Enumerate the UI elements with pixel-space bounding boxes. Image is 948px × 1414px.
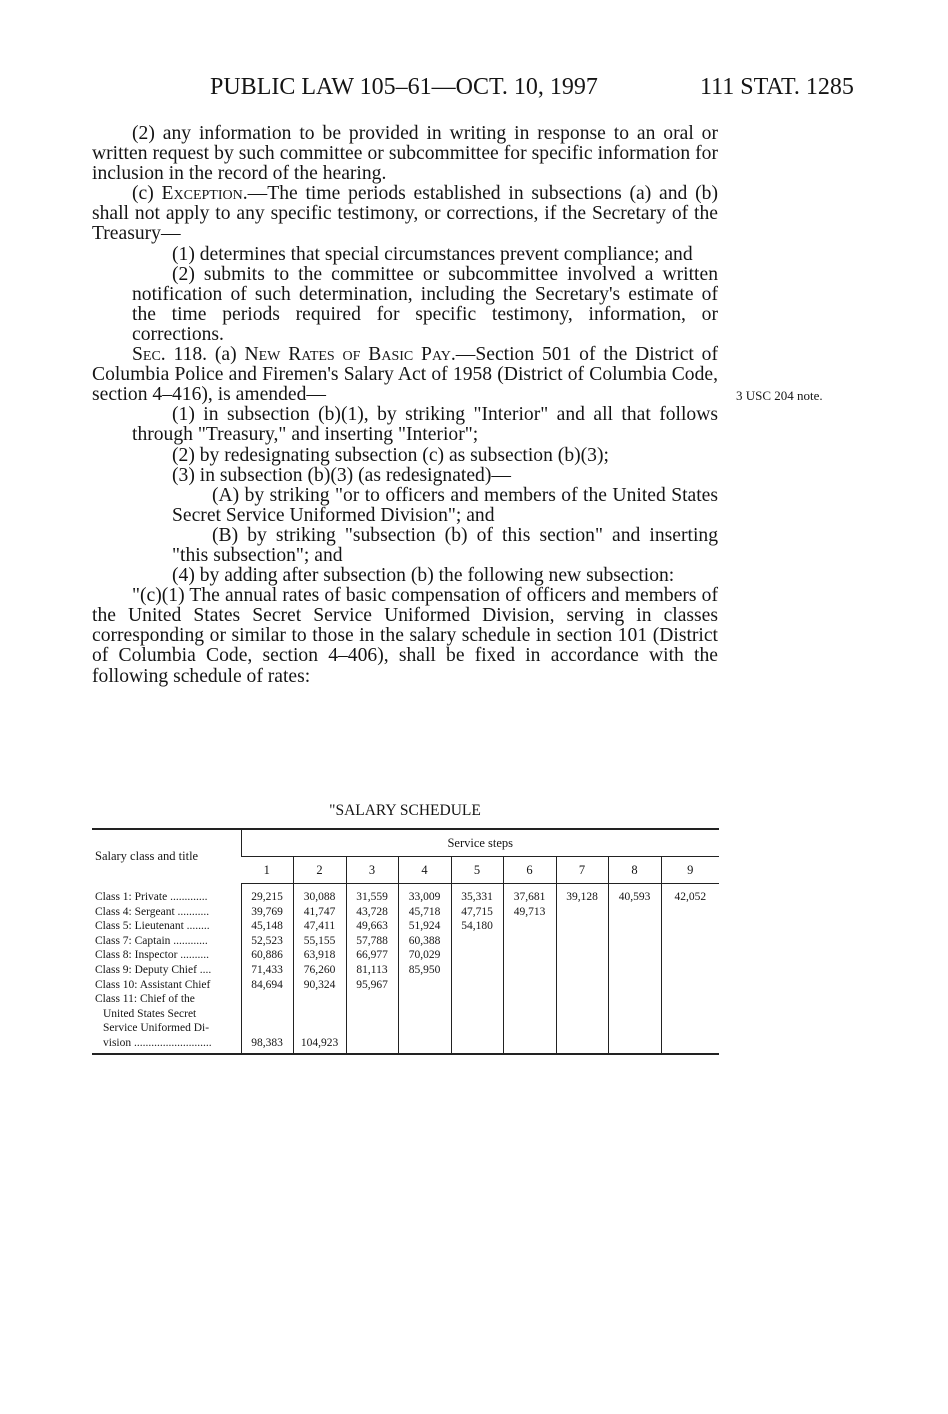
table-cell: 90,324 bbox=[293, 978, 346, 993]
table-cell bbox=[451, 934, 503, 949]
table-row bbox=[92, 978, 719, 993]
table-row bbox=[92, 963, 719, 978]
table-cell: 47,411 bbox=[293, 919, 346, 934]
table-cell bbox=[556, 978, 608, 993]
table-row bbox=[92, 934, 719, 949]
table-cell: 45,718 bbox=[398, 905, 451, 920]
table-cell: 70,029 bbox=[398, 948, 451, 963]
table-cell: 85,950 bbox=[398, 963, 451, 978]
row-label-line: Service Uniformed Di- bbox=[103, 1022, 210, 1035]
table-cell: 66,977 bbox=[346, 948, 398, 963]
paragraph-amend-2: (2) by redesignating subsection (c) as subsection (b)(3); bbox=[172, 444, 609, 466]
paragraph-determines: (1) determines that special circumstances prevent compliance; and bbox=[172, 243, 693, 265]
row-label: Class 5: Lieutenant ........ bbox=[95, 920, 210, 933]
salary-schedule-table bbox=[92, 828, 719, 1055]
step-header: 7 bbox=[556, 857, 608, 884]
table-cell bbox=[661, 948, 719, 963]
step-header: 5 bbox=[451, 857, 503, 884]
paragraph-submits: (2) submits to the committee or subcommittee involved a written notification of such determination, including the Secretary's estimate of the time periods required for specific testimony, information, or corrections. bbox=[132, 263, 718, 345]
table-cell: 49,663 bbox=[346, 919, 398, 934]
table-cell bbox=[608, 934, 661, 949]
table-cell: 39,128 bbox=[556, 884, 608, 905]
table-cell: 76,260 bbox=[293, 963, 346, 978]
column-header-service-steps: Service steps bbox=[241, 829, 719, 857]
paragraph-amend-3b: (B) by striking "subsection (b) of this section" and inserting "this subsection"; and bbox=[172, 524, 718, 566]
table-cell bbox=[556, 963, 608, 978]
margin-note: 3 USC 204 note. bbox=[736, 388, 823, 403]
table-cell: 42,052 bbox=[661, 884, 719, 905]
paragraph-exception bbox=[92, 184, 718, 244]
table-cell bbox=[661, 963, 719, 978]
table-cell bbox=[503, 919, 556, 934]
table-cell: 47,715 bbox=[451, 905, 503, 920]
table-cell bbox=[661, 992, 719, 1053]
table-cell bbox=[451, 963, 503, 978]
table-cell: 95,967 bbox=[346, 978, 398, 993]
table-cell bbox=[451, 992, 503, 1053]
table-cell bbox=[503, 963, 556, 978]
paragraph-amend-3: (3) in subsection (b)(3) (as redesignated)— bbox=[172, 464, 511, 486]
table-cell bbox=[556, 992, 608, 1053]
table-cell: 63,918 bbox=[293, 948, 346, 963]
table-cell bbox=[503, 948, 556, 963]
table-cell bbox=[608, 948, 661, 963]
table-cell bbox=[608, 992, 661, 1053]
table-cell: 104,923 bbox=[293, 992, 346, 1053]
row-label: Class 10: Assistant Chief bbox=[95, 978, 211, 991]
table-cell: 60,388 bbox=[398, 934, 451, 949]
exception-label: (c) bbox=[132, 183, 162, 205]
step-header: 8 bbox=[608, 857, 661, 884]
table-cell bbox=[398, 978, 451, 993]
exception-text: .—The time periods established in subsections (a) and (b) shall not apply to any specific testimony, or corrections, if the Secretary of the Treasury— bbox=[92, 183, 718, 245]
table-title: "SALARY SCHEDULE bbox=[329, 802, 481, 819]
section-heading: New Rates of Basic Pay bbox=[244, 344, 451, 366]
table-cell bbox=[608, 978, 661, 993]
table-row-class-11 bbox=[92, 992, 719, 1053]
table-cell bbox=[661, 919, 719, 934]
table-cell: 45,148 bbox=[241, 919, 293, 934]
table-cell bbox=[556, 905, 608, 920]
table-cell bbox=[503, 934, 556, 949]
row-label-line: Class 11: Chief of the bbox=[95, 993, 195, 1006]
running-header-left: PUBLIC LAW 105–61—OCT. 10, 1997 bbox=[210, 74, 598, 100]
step-header: 4 bbox=[398, 857, 451, 884]
table-cell: 54,180 bbox=[451, 919, 503, 934]
table-row bbox=[92, 905, 719, 920]
paragraph-written-information: (2) any information to be provided in writing in response to an oral or written request by such committee or subcommittee for specific information for inclusion in the record of the hearing. bbox=[92, 123, 718, 185]
step-header: 3 bbox=[346, 857, 398, 884]
table-cell bbox=[451, 978, 503, 993]
table-cell: 84,694 bbox=[241, 978, 293, 993]
table-cell bbox=[556, 919, 608, 934]
table-cell bbox=[661, 934, 719, 949]
table-row bbox=[92, 884, 719, 905]
row-label: Class 4: Sergeant ........... bbox=[95, 905, 210, 918]
table-cell: 41,747 bbox=[293, 905, 346, 920]
table-cell: 33,009 bbox=[398, 884, 451, 905]
step-header: 2 bbox=[293, 857, 346, 884]
row-label: Class 7: Captain ............ bbox=[95, 934, 208, 947]
table-cell: 37,681 bbox=[503, 884, 556, 905]
table-cell bbox=[661, 905, 719, 920]
table-cell bbox=[398, 992, 451, 1053]
column-header-class: Salary class and title bbox=[92, 829, 241, 884]
table-row bbox=[92, 948, 719, 963]
table-cell bbox=[346, 992, 398, 1053]
table-cell bbox=[556, 948, 608, 963]
row-label bbox=[92, 992, 241, 1053]
paragraph-amend-3a: (A) by striking "or to officers and members of the United States Secret Service Uniformed Division"; and bbox=[172, 484, 718, 526]
table-cell bbox=[556, 934, 608, 949]
exception-heading: Exception bbox=[161, 183, 243, 205]
table-cell: 31,559 bbox=[346, 884, 398, 905]
paragraph-section-118 bbox=[92, 345, 718, 405]
row-label: Class 9: Deputy Chief .... bbox=[95, 963, 212, 976]
table-cell: 39,769 bbox=[241, 905, 293, 920]
table-cell: 40,593 bbox=[608, 884, 661, 905]
table-cell bbox=[451, 948, 503, 963]
row-label-line: United States Secret bbox=[103, 1007, 197, 1020]
paragraph-amend-4: (4) by adding after subsection (b) the following new subsection: bbox=[172, 565, 675, 587]
step-header: 1 bbox=[241, 857, 293, 884]
table-cell bbox=[503, 992, 556, 1053]
section-abbrev: Sec bbox=[132, 344, 161, 366]
table-row bbox=[92, 919, 719, 934]
row-label-line: vision ........................... bbox=[103, 1036, 212, 1049]
table-cell: 57,788 bbox=[346, 934, 398, 949]
paragraph-amend-1: (1) in subsection (b)(1), by striking "Interior" and all that follows through "Treasury," and inserting "Interior"; bbox=[132, 404, 718, 446]
table-cell: 71,433 bbox=[241, 963, 293, 978]
table-cell: 51,924 bbox=[398, 919, 451, 934]
table-cell: 35,331 bbox=[451, 884, 503, 905]
row-label: Class 8: Inspector .......... bbox=[95, 949, 210, 962]
step-header: 6 bbox=[503, 857, 556, 884]
salary-schedule-body bbox=[92, 884, 719, 1054]
table-cell bbox=[661, 978, 719, 993]
paragraph-new-subsection: "(c)(1) The annual rates of basic compensation of officers and members of the United States Secret Service Uniformed Division, serving in classes corresponding or similar to those in the salary schedule in section 101 (District of Columbia Code, section 4–406), shall be fixed in accordance with the following schedule of rates: bbox=[92, 585, 718, 687]
table-cell: 52,523 bbox=[241, 934, 293, 949]
table-cell bbox=[503, 978, 556, 993]
row-label: Class 1: Private ............. bbox=[95, 891, 208, 903]
running-header-right: 111 STAT. 1285 bbox=[700, 74, 854, 100]
table-cell: 60,886 bbox=[241, 948, 293, 963]
table-cell: 98,383 bbox=[241, 992, 293, 1053]
body-text bbox=[92, 124, 718, 687]
table-cell bbox=[608, 905, 661, 920]
table-cell: 81,113 bbox=[346, 963, 398, 978]
table-cell: 43,728 bbox=[346, 905, 398, 920]
table-cell: 49,713 bbox=[503, 905, 556, 920]
table-cell: 30,088 bbox=[293, 884, 346, 905]
table-cell bbox=[608, 963, 661, 978]
section-text: .—Section 501 of the District of Columbia Police and Firemen's Salary Act of 1958 (District of Columbia Code, section 4–416), is amended— bbox=[92, 344, 718, 406]
section-number: . 118. (a) bbox=[160, 344, 245, 366]
table-cell: 29,215 bbox=[241, 884, 293, 905]
step-header: 9 bbox=[661, 857, 719, 884]
table-cell: 55,155 bbox=[293, 934, 346, 949]
table-cell bbox=[608, 919, 661, 934]
